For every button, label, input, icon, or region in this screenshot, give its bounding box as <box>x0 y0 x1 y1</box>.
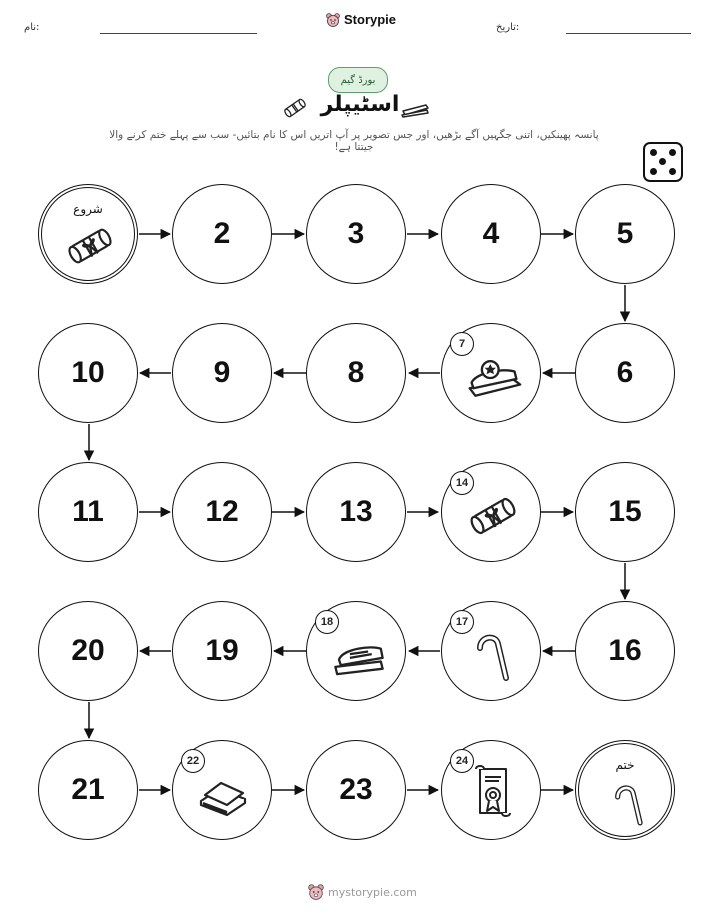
board-cell-5: 5 <box>575 184 675 284</box>
board-cell-13: 13 <box>306 462 406 562</box>
scroll-icon <box>466 491 520 541</box>
cell-number-badge: 18 <box>315 610 339 634</box>
board-cell-19: 19 <box>172 601 272 701</box>
board-cell-2: 2 <box>172 184 272 284</box>
cell-number-badge: 7 <box>450 332 474 356</box>
board-cell-14 <box>441 462 541 562</box>
certificate-icon <box>474 765 512 821</box>
footer <box>308 884 417 900</box>
cane-icon <box>609 778 647 828</box>
instructions-text: پانسہ پھینکیں، اتنی جگہیں آگے بڑھیں، اور جس تصویر پر آپ اتریں اس کا نام بتائیں- سب سے پہلے ختم کرنے والا جیتتا ہے! <box>109 129 599 153</box>
book-icon <box>197 775 249 817</box>
board-cell-6: 6 <box>575 323 675 423</box>
board-game-badge: بورڈ گیم <box>328 67 388 93</box>
board-cell-10: 10 <box>38 323 138 423</box>
board-cell-3: 3 <box>306 184 406 284</box>
cell-number-badge: 22 <box>181 749 205 773</box>
board-cell-9: 9 <box>172 323 272 423</box>
cell-number-badge: 17 <box>450 610 474 634</box>
finish-label: ختم <box>615 758 635 772</box>
cane-icon <box>470 628 514 682</box>
board-cell-8: 8 <box>306 323 406 423</box>
board-cell-20: 20 <box>38 601 138 701</box>
page-title: اسٹیپلر <box>320 92 400 117</box>
board-cell-12: 12 <box>172 462 272 562</box>
bear-icon <box>308 884 324 900</box>
footer-url: mystorypie.com <box>328 885 417 899</box>
board-cell-15: 15 <box>575 462 675 562</box>
board-cell-7 <box>441 323 541 423</box>
board-cell-finish <box>575 740 675 840</box>
board-cell-11: 11 <box>38 462 138 562</box>
name-label: نام: <box>24 22 40 33</box>
board-cell-24 <box>441 740 541 840</box>
board-cell-18 <box>306 601 406 701</box>
board-cell-start <box>38 184 138 284</box>
board-cell-4: 4 <box>441 184 541 284</box>
brand-name: Storypie <box>344 12 397 27</box>
scroll-icon <box>64 222 116 270</box>
board-cell-23: 23 <box>306 740 406 840</box>
board-cell-17 <box>441 601 541 701</box>
start-label: شروع <box>73 202 103 216</box>
board-cell-21: 21 <box>38 740 138 840</box>
board-cell-16: 16 <box>575 601 675 701</box>
stapler-icon <box>466 356 522 400</box>
cell-number-badge: 24 <box>450 749 474 773</box>
board-cell-22 <box>172 740 272 840</box>
cell-number-badge: 14 <box>450 471 474 495</box>
stapler-icon <box>331 636 387 676</box>
date-label: تاریخ: <box>496 22 520 33</box>
